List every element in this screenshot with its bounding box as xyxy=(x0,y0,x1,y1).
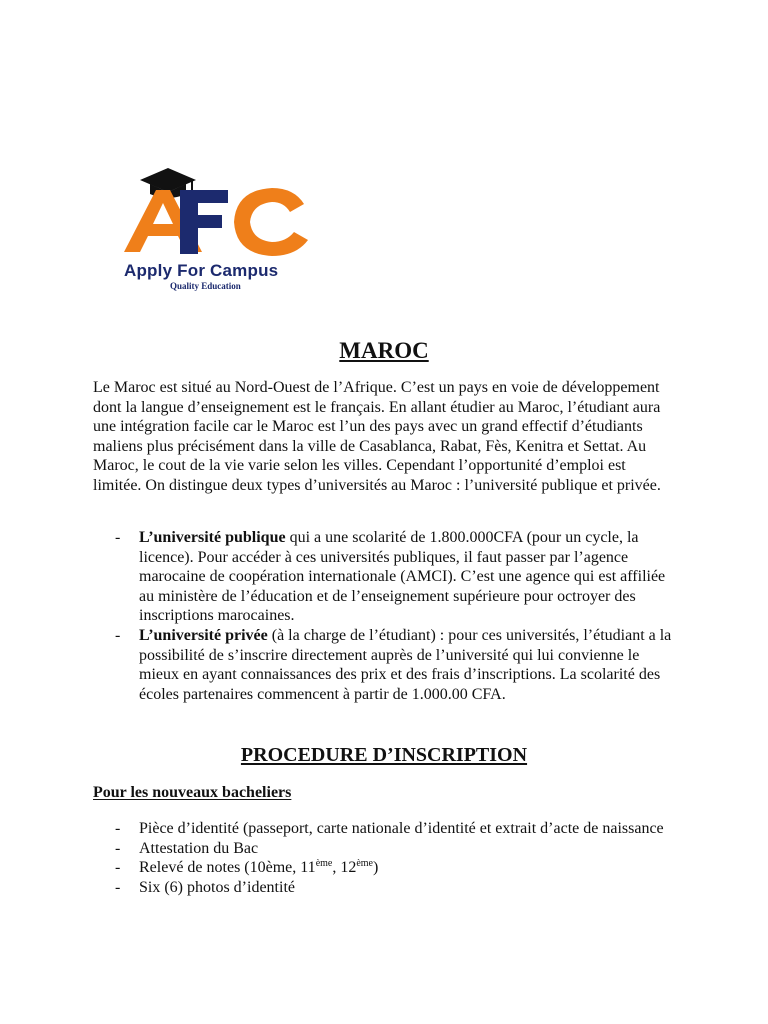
list-dash: - xyxy=(115,820,121,837)
id-document-text: Pièce d’identité (passeport, carte nationale d’identité et extrait d’acte de naissance xyxy=(139,820,664,837)
list-item-id-document xyxy=(93,819,683,839)
intro-paragraph: Le Maroc est situé au Nord-Ouest de l’Afrique. C’est un pays en voie de développement dont la langue d’enseignement est le français. En allant étudier au Maroc, l’étudiant aura une intégration facile car le Maroc est l’un des pays avec un grand effectif d’étudiants maliens plus précisément dans la ville de Casablanca, Rabat, Fès, Kenitra et Settat. Au Maroc, le cout de la vie varie selon les villes. Cependant l’opportunité d’emploi est limitée. On distingue deux types d’universités au Maroc : l’université publique et privée. xyxy=(93,379,661,494)
list-item-photos xyxy=(93,878,683,898)
list-dash: - xyxy=(115,529,121,546)
logo-subtitle: Quality Education xyxy=(170,281,241,291)
grades-sup-12: ème xyxy=(356,858,373,870)
procedure-title: PROCEDURE D’INSCRIPTION xyxy=(240,744,528,766)
grades-suffix: ) xyxy=(373,859,379,877)
list-dash: - xyxy=(115,878,121,896)
documents-list xyxy=(93,819,683,897)
list-item-grade-transcripts xyxy=(93,858,683,878)
grades-prefix: Relevé de notes (10ème, 11 xyxy=(139,859,316,877)
grades-mid: , 12 xyxy=(332,859,357,877)
page-title: MAROC xyxy=(339,338,429,363)
list-item-bac-certificate xyxy=(93,839,683,859)
universities-list xyxy=(93,528,683,704)
list-dash: - xyxy=(115,859,121,877)
public-university-heading: L’université publique xyxy=(139,529,286,546)
grades-sup-11: ème xyxy=(315,858,333,870)
bac-certificate-text: Attestation du Bac xyxy=(139,839,259,857)
logo-letter-f xyxy=(180,190,228,254)
photos-text: Six (6) photos d’identité xyxy=(139,878,295,896)
list-dash: - xyxy=(115,839,121,857)
logo-tagline: Apply For Campus xyxy=(124,261,279,280)
private-university-text: (à la charge de l’étudiant) : pour ces universités, l’étudiant a la possibilité de s’inscrire directement auprès de l’université qui lui convienne le mieux en ayant connaissances des prix et des frais d’inscriptions. La scolarité des écoles partenaires commencent à partir de 1.000.00 CFA. xyxy=(139,626,672,703)
list-item-private-university xyxy=(93,626,683,704)
new-graduates-title: Pour les nouveaux bacheliers xyxy=(93,784,292,801)
list-item-public-university xyxy=(93,528,683,626)
public-university-text: qui a une scolarité de 1.800.000CFA (pour un cycle, la licence). Pour accéder à ces universités publiques, il faut passer par l’agence marocaine de coopération internationale (AMCI). C’est une agence qui est affiliée au ministère de l’éducation et de l’enseignement supérieure pour octroyer des inscriptions marocaines. xyxy=(139,529,666,625)
list-dash: - xyxy=(115,626,121,644)
private-university-heading: L’université privée xyxy=(139,626,268,644)
logo-letter-c xyxy=(234,188,308,256)
